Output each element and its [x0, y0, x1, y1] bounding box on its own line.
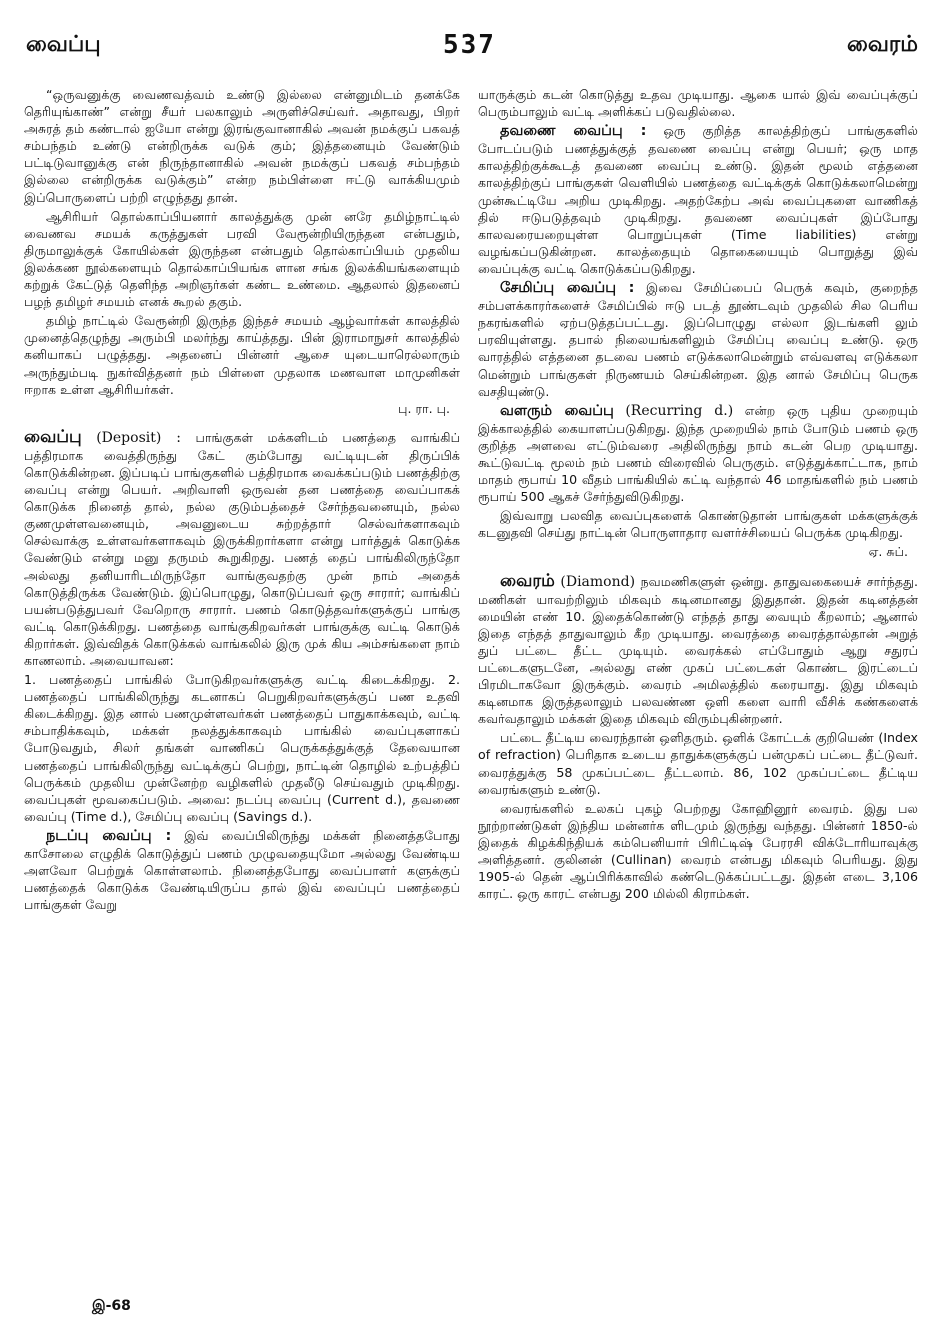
subentry-body: ஒரு குறித்த காலத்திற்குப் பாங்குகளில் போடப்படும் பணத்துக்குத் தவணை வைப்பு என்று பெயர்; ஒரு மாத காலத்திற்குக்கூடத் தவணை வைப்பு உண்டு. இதன் மூலம் எத்தனை காலத்திற்குப் பாங்குகள் வெளியில் பணத்தை வட்டிக்குக் கொடுக்கலாமென்று முன்கூட்டியே அறிய முடிகிறது. அதற்கேற்ப அவ் வைப்புகளை வாணிகத் தில் ஈடுபடுத்தவும் முடிகிறது. தவணை வைப்புகள் இப்போது காலவரையறையுள்ள பொறுப்புகள் (Time liabilities) என்று வழங்கப்படுகின்றன. காலத்தையும் தொகையையும் பொறுத்து இவ் வைப்புக்கு வட்டி கொடுக்கப்படுகிறது. — [478, 123, 918, 276]
author-signature: ஏ. சுப். — [868, 544, 908, 560]
diamond-cut-paragraph: பட்டை தீட்டிய வைரந்தான் ஒளிதரும். ஒளிக் கோட்டக் குறியெண் (Index of refraction) பெரிதாக உடைய தாதுக்களுக்குப் பன்முகப் பட்டை தீட்டுவர். வைரத்துக்கு 58 முகப்பட்டை தீட்டலாம். 86, 102 முகப்பட்டை தீட்டிய வைரங்களும் உண்டு. — [478, 730, 918, 797]
subentry-title: தவணை வைப்பு : — [500, 123, 647, 140]
entry-title: வைப்பு — [24, 426, 82, 447]
subentry-body: இவ் வைப்பிலிருந்து மக்கள் நினைத்தபோது காசோலை எழுதிக் கொடுத்துப் பணம் முழுவதையுமோ அல்லது வேண்டிய அளவோ பெற்றுக் கொள்ளலாம். நினைத்தபோது வைப்பாளர் களுக்குப் பணத்தைக் கொடுக்க வேண்டியிருப்ப தால் இவ் வைப்புப் பணத்தைப் பாங்குகள் வேறு — [24, 827, 461, 913]
author-signature: பு. ரா. பு. — [398, 400, 450, 416]
entry-body: நவமணிகளுள் ஒன்று. தாதுவகையைச் சார்ந்தது. மணிகள் யாவற்றிலும் மிகவும் கடினமானது இதுதான். இதன் கடினத்தன் மையின் எண் 10. இதைக்கொண்டு எந்தத் தாது வையும் கீறலாம்; ஆனால் இதை எந்தத் தாதுவாலும் கீற முடியாது. வைரத்தை வைரத்தால்தான் அறுத் துப் பட்டை தீட்ட முடியும். வைரக்கல் எப்போதும் ஆறு சதுரப் பட்டைகளுடனே, அல்லது எண் முகப் பட்டைகள் கொண்ட இரட்டைப் பிரமிடாகவோ இருக்கும். வைரம் அமிலத்தில் கரையாது. இது மிகவும் கடினமாக இருத்தலாலும் பலவண்ண ஒளி களை வாரி வீசிக் கண்களைக் கவர்வதாலும் மக்கள் இதை மிகவும் விரும்புகின்றனர். — [478, 573, 918, 727]
entry-title: வைரம் — [500, 570, 555, 591]
subentry-time-deposit — [478, 122, 918, 277]
right-column — [478, 86, 918, 904]
subentry-english: (Recurring d.) — [625, 402, 734, 419]
spacer — [24, 419, 460, 429]
entry-vaippu — [24, 426, 460, 669]
subentry-savings-deposit — [478, 279, 918, 400]
subentry-body: இவை சேமிப்பைப் பெருக் கவும், குறைந்த சம்பளக்காரர்களைச் சேமிப்பில் ஈடு படத் தூண்டவும் முதலில் சில பெரிய நகரங்களில் ஏற்படுத்தப்பட்டது. இப்பொழுது எல்லா இடங்களி லும் பரவியுள்ளது. தபால் நிலையங்களிலும் சேமிப்பு வைப்பு உண்டு. ஒரு வாரத்தில் எத்தனை தடவை பணம் எடுக்கலாமென்றும் எவ்வளவு எடுக்கலா மென்றும் பாங்குகள் நிருணயம் செய்கின்றன. இத னால் சேமிப்பு பெருக வசதியுண்டு. — [478, 280, 918, 399]
deposits-summary-paragraph: இவ்வாறு பலவித வைப்புகளைக் கொண்டுதான் பாங்குகள் மக்களுக்குக் கடனுதவி செய்து நாட்டின் பொருளாதார வளர்ச்சியைப் பெருக்க முடிகிறது. — [478, 508, 918, 541]
entry-english: (Diamond) — [560, 573, 636, 590]
alvars-paragraph: தமிழ் நாட்டில் வேரூன்றி இருந்த இந்தச் சமயம் ஆழ்வார்கள் காலத்தில் முனைத்தெழுந்து அரும்பி மலர்ந்து காய்த்தது. பின் இராமாநுசர் காலத்தில் கனியாகப் பழுத்தது. அதனைப் பின்னர் ஆசை யுடையாரெல்லாரும் அருந்தும்படி நுகர்வித்தனர் நம் பிள்ளை முதலாக மணவாள மாமுனிகள் ஈறாக உள்ள ஆசிரியர்கள். — [24, 313, 460, 397]
subentry-recurring-deposit — [478, 402, 918, 506]
entry-english: (Deposit) : — [96, 429, 181, 446]
continuation-paragraph: யாருக்கும் கடன் கொடுத்து உதவ முடியாது. ஆகை யால் இவ் வைப்புக்குப் பெரும்பாலும் வட்டி அளிக்கப் படுவதில்லை. — [478, 87, 918, 120]
page-header — [0, 0, 940, 70]
deposit-points: 1. பணத்தைப் பாங்கில் போடுகிறவர்களுக்கு வட்டி கிடைக்கிறது. 2. பணத்தைப் பாங்கிலிருந்து கடனாகப் பெறுகிறவர்களுக்குப் பண உதவி கிடைக்கிறது. இத னால் பணமுள்ளவர்கள் பணத்தைப் பாதுகாக்கவும், வட்டி சம்பாதிக்கவும், மக்கள் நலத்துக்காகவும் பாங்கில் வைப்புகளாகப் போடுவதும், சிலர் தங்கள் வாணிகப் பெருக்கத்துக்குத் தேவையான பணத்தைப் பாங்கிலிருந்து வட்டிக்குப் பெற்று, நாட்டின் தொழில் உற்பத்திப் பெருக்கம் முதலிய முன்னேற்ற வழிகளில் முதலீடு செய்வதும் முடிகிறது. வைப்புகள் மூவகைப்படும். அவை: நடப்பு வைப்பு (Current d.), தவணை வைப்பு (Time d.), சேமிப்பு வைப்பு (Savings d.). — [24, 672, 460, 824]
subentry-title: வளரும் வைப்பு — [500, 402, 614, 419]
history-paragraph: ஆசிரியர் தொல்காப்பியனார் காலத்துக்கு முன் னரே தமிழ்நாட்டில் வைணவ சமயக் கருத்துகள் பரவி வேரூன்றியிருந்தன என்பதும், திருமாலுக்குக் கோயில்கள் இருந்தன என்பதும் தொல்காப்பியம் முதலிய இலக்கண நூல்களையும் தொல்காப்பியங்க ளான சங்க இலக்கியங்களையும் கற்றுக் கேட்டுத் தெளிந்த அறிஞர்கள் கண்ட உண்மை. ஆதலால் இதனைப் பழந் தமிழர் சமயம் எனக் கூறல் தகும். — [24, 208, 460, 310]
subentry-title: சேமிப்பு வைப்பு : — [500, 280, 635, 297]
page-number: 537 — [443, 30, 496, 60]
signature-mark: இ-68 — [92, 1298, 131, 1314]
entry-body: பாங்குகள் மக்களிடம் பணத்தை வாங்கிப் பத்திரமாக வைத்திருந்து கேட் கும்போது வட்டியுடன் திருப்பிக் கொடுக்கின்றன. இப்படிப் பாங்குகளில் பத்திரமாக வைக்கப்படும் பணத்திற்கு வைப்பு என்று பெயர். அறிவாளி ஒருவன் தன பணத்தை வைப்பாகக் கொடுக்க நினைத் தால், நல்ல குடும்பத்தைச் சேர்ந்தவனையும், நல்ல குணமுள்ளவனையும், அவனுடைய சுற்றத்தார் செல்வர்களாகவும் செல்வாக்கு உள்ளவர்களாகவும் இருக்கிறார்களா என்று பார்த்துக் கொடுக்க வேண்டும் என்று மனு தருமம் கூறுகிறது. பணத் தைப் பாங்கிலிருந்தோ அல்லது தனியாரிடமிருந்தோ வாங்குவதற்கு முன் நாம் அதைக் கொடுத்திருக்க வேண்டும். இப்பொழுது, கொடுப்பவர் ஒரு சாரார்; வாங்கிப் பயன்படுத்துபவர் வேறொரு சாரார். பணம் கொடுத்தவர்களுக்குப் பாங்கு வட்டி கொடுக்கிறது. பணத்தை வாங்குகிறவர்கள் பாங்குக்கு வட்டி கொடுக் கிறார்கள். இவ்விதக் கொடுக்கல் வாங்கலில் இரு முக் கிய அம்சங்களை நாம் காணலாம். அவையாவன: — [24, 429, 460, 668]
running-head-right: வைரம் — [847, 32, 918, 57]
entry-vairam — [478, 570, 918, 728]
left-column — [24, 86, 460, 915]
quote-paragraph: “ஒருவனுக்கு வைணவத்வம் உண்டு இல்லை என்னுமிடம் தனக்கே தெரியுங்காண்” என்று சீயர் பலகாலும் அருளிச்செய்வர். அதாவது, பிறர் அசுரத் தம் கண்டால் ஐயோ என்று இரங்குவானாகில் அவன் நமக்குப் பகவத் சம்பந்தம் உண்டு என்றிருக்க வடுக் கும்; இத்தனையும் வேண்டும் பட்டிடுவானுக்கு என் நிருந்தானாகில் அவன் நமக்குப் பகவத் சம்பந்தம் இல்லை என்றிருக்க வடுக்கும்” என்ற நம்பிள்ளை ஈட்டு வாக்கியமும் இப்பொருளைப் பற்றி எழுந்தது தான். — [24, 87, 460, 205]
famous-diamonds-paragraph: வைரங்களில் உலகப் புகழ் பெற்றது கோஹினூர் வைரம். இது பல நூற்றாண்டுகள் இந்திய மன்னர்க ளிடமும் இருந்து வந்தது. பின்னர் 1850-ல் இதைக் கிழக்கிந்தியக் கம்பெனியார் பிரிட்டிஷ் பேரரசி விக்டோரியாவுக்கு அளித்தனர். குலினன் (Cullinan) வைரம் என்பது மிகவும் பெரியது. இது 1905-ல் தென் ஆப்பிரிக்காவில் கண்டெடுக்கப்பட்டது. இதன் எடை 3,106 காரட். ஒரு காரட் என்பது 200 மில்லி கிராம்கள். — [478, 800, 918, 902]
subentry-body: என்ற ஒரு புதிய முறையும் இக்காலத்தில் கையாளப்படுகிறது. இந்த முறையில் நாம் போடும் பணம் ஒரு குறித்த அளவை எட்டும்வரை அதிலிருந்து நாம் கடன் பெற முடியாது. கூட்டுவட்டி மூலம் நம் பணம் விரைவில் பெருகும். எடுத்துக்காட்டாக, நாம் மாதம் ரூபாய் 10 வீதம் பாங்கியில் கட்டி வந்தால் 46 மாதங்களில் நம் பணம் ரூபாய் 500 ஆகச் சேர்ந்துவிடுகிறது. — [478, 402, 918, 505]
subentry-title: நடப்பு வைப்பு : — [46, 827, 172, 844]
subentry-current-deposit — [24, 827, 460, 913]
running-head-left: வைப்பு — [26, 32, 101, 57]
